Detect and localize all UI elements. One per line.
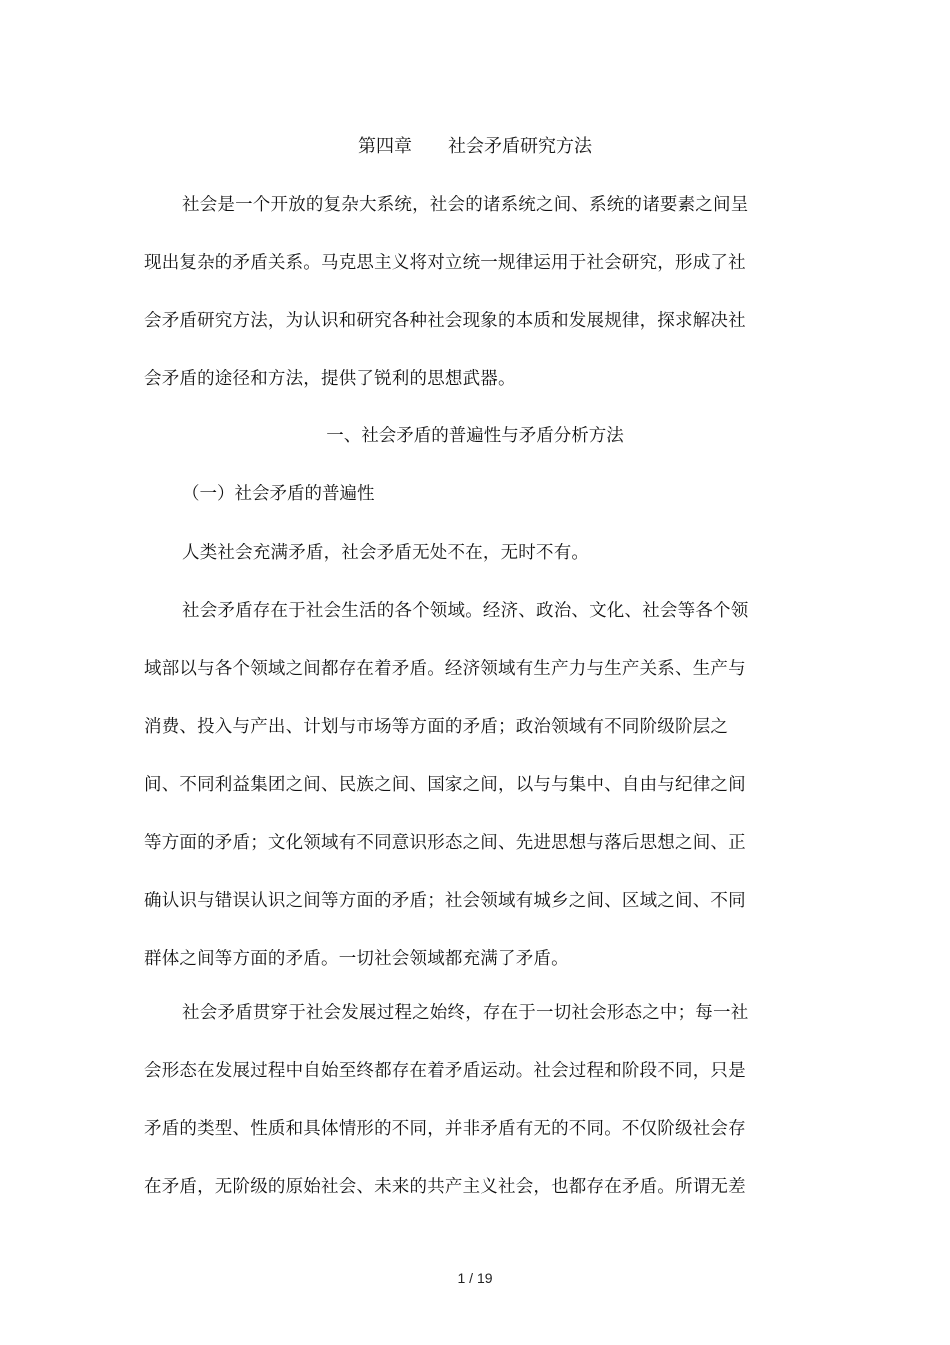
paragraph-line: 社会矛盾存在于社会生活的各个领域。经济、政治、文化、社会等各个领 [182, 601, 749, 621]
paragraph-line: 会矛盾的途径和方法，提供了锐利的思想武器。 [144, 369, 516, 389]
paragraph-line: 群体之间等方面的矛盾。一切社会领域都充满了矛盾。 [144, 949, 569, 969]
page-number: 1 / 19 [457, 1270, 493, 1286]
paragraph-line: 社会是一个开放的复杂大系统，社会的诸系统之间、系统的诸要素之间呈 [182, 195, 749, 215]
paragraph-line: 消费、投入与产出、计划与市场等方面的矛盾；政治领域有不同阶级阶层之 [144, 717, 729, 737]
paragraph-line: 会矛盾研究方法，为认识和研究各种社会现象的本质和发展规律，探求解决社 [144, 311, 746, 331]
paragraph-1 [144, 524, 756, 582]
paragraph-line: 人类社会充满矛盾，社会矛盾无处不在，无时不有。 [182, 543, 590, 563]
subsection-heading: （一）社会矛盾的普遍性 [182, 484, 375, 504]
paragraph-line: 确认识与错误认识之间等方面的矛盾；社会领域有城乡之间、区域之间、不同 [144, 891, 746, 911]
paragraph-line: 在矛盾，无阶级的原始社会、未来的共产主义社会，也都存在矛盾。所谓无差 [144, 1177, 746, 1197]
chapter-title: 第四章 社会矛盾研究方法 [358, 136, 592, 157]
intro-paragraph [144, 176, 756, 408]
paragraph-3 [144, 984, 756, 1216]
paragraph-line: 间、不同利益集团之间、民族之间、国家之间，以与与集中、自由与纪律之间 [144, 775, 746, 795]
paragraph-line: 会形态在发展过程中自始至终都存在着矛盾运动。社会过程和阶段不同，只是 [144, 1061, 746, 1081]
section-heading: 一、社会矛盾的普遍性与矛盾分析方法 [326, 426, 624, 446]
paragraph-line: 域部以与各个领域之间都存在着矛盾。经济领域有生产力与生产关系、生产与 [144, 659, 746, 679]
paragraph-line: 社会矛盾贯穿于社会发展过程之始终，存在于一切社会形态之中；每一社 [182, 1003, 749, 1023]
paragraph-line: 矛盾的类型、性质和具体情形的不同，并非矛盾有无的不同。不仅阶级社会存 [144, 1119, 746, 1139]
paragraph-line: 等方面的矛盾；文化领域有不同意识形态之间、先进思想与落后思想之间、正 [144, 833, 746, 853]
paragraph-line: 现出复杂的矛盾关系。马克思主义将对立统一规律运用于社会研究，形成了社 [144, 253, 746, 273]
paragraph-2 [144, 582, 756, 988]
